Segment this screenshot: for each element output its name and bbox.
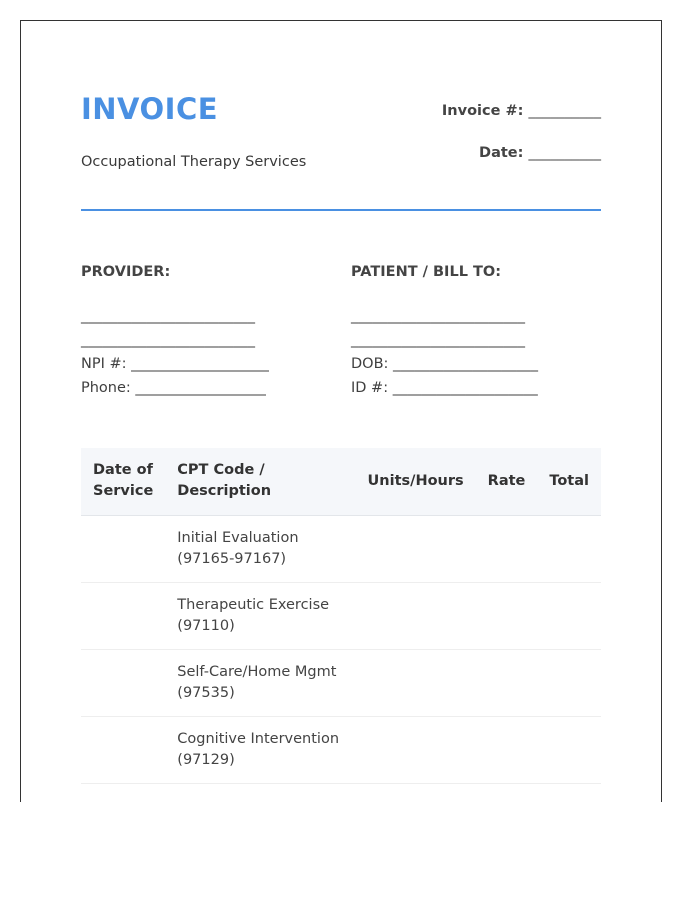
row-description-cell: Cognitive Intervention (97129)	[165, 716, 355, 783]
invoice-number-field	[442, 101, 601, 121]
row-rate-cell	[476, 649, 538, 716]
invoice-content	[81, 21, 601, 803]
invoice-page	[20, 20, 662, 802]
services-table-header	[81, 448, 601, 515]
header-total: Total	[537, 448, 601, 515]
invoice-date-label: Date:	[479, 145, 524, 161]
patient-section	[351, 262, 611, 400]
row-date-cell	[81, 716, 165, 783]
table-row	[81, 649, 601, 716]
header-divider	[81, 209, 601, 211]
invoice-number-label: Invoice #:	[441, 103, 524, 119]
services-table	[81, 448, 601, 784]
header-description: CPT Code / Description	[165, 448, 355, 515]
row-total-cell	[537, 716, 601, 783]
patient-id-line: ID #: ____________________	[351, 380, 538, 396]
invoice-subtitle: Occupational Therapy Services	[81, 154, 307, 170]
header-units: Units/Hours	[356, 448, 476, 515]
row-description-cell: Self-Care/Home Mgmt (97535)	[165, 649, 355, 716]
patient-address-line: ________________________	[351, 332, 525, 348]
row-rate-cell	[476, 515, 538, 582]
invoice-date-field	[479, 143, 601, 163]
table-row	[81, 716, 601, 783]
header-row	[81, 448, 601, 515]
header-rate: Rate	[476, 448, 538, 515]
row-units-cell	[356, 716, 476, 783]
row-total-cell	[537, 515, 601, 582]
row-date-cell	[81, 649, 165, 716]
provider-heading: PROVIDER:	[81, 264, 171, 280]
row-date-cell	[81, 582, 165, 649]
provider-section	[81, 262, 341, 400]
row-total-cell	[537, 582, 601, 649]
row-description-cell: Initial Evaluation (97165-97167)	[165, 515, 355, 582]
invoice-date-blank: __________	[528, 145, 601, 161]
invoice-number-blank: __________	[528, 103, 601, 119]
row-description-cell: Therapeutic Exercise (97110)	[165, 582, 355, 649]
row-rate-cell	[476, 716, 538, 783]
provider-address-line: ________________________	[81, 332, 255, 348]
row-date-cell	[81, 515, 165, 582]
row-units-cell	[356, 649, 476, 716]
table-row	[81, 582, 601, 649]
row-total-cell	[537, 649, 601, 716]
header-date-of-service: Date of Service	[81, 448, 165, 515]
patient-dob-line: DOB: ____________________	[351, 356, 539, 372]
patient-heading: PATIENT / BILL TO:	[351, 264, 501, 280]
provider-npi-line: NPI #: ___________________	[81, 356, 269, 372]
row-rate-cell	[476, 582, 538, 649]
services-table-body	[81, 515, 601, 783]
table-row	[81, 515, 601, 582]
provider-phone-line: Phone: __________________	[81, 380, 266, 396]
row-units-cell	[356, 515, 476, 582]
provider-name-line: ________________________	[81, 308, 255, 324]
patient-name-line: ________________________	[351, 308, 525, 324]
row-units-cell	[356, 582, 476, 649]
invoice-title: INVOICE	[81, 92, 219, 126]
